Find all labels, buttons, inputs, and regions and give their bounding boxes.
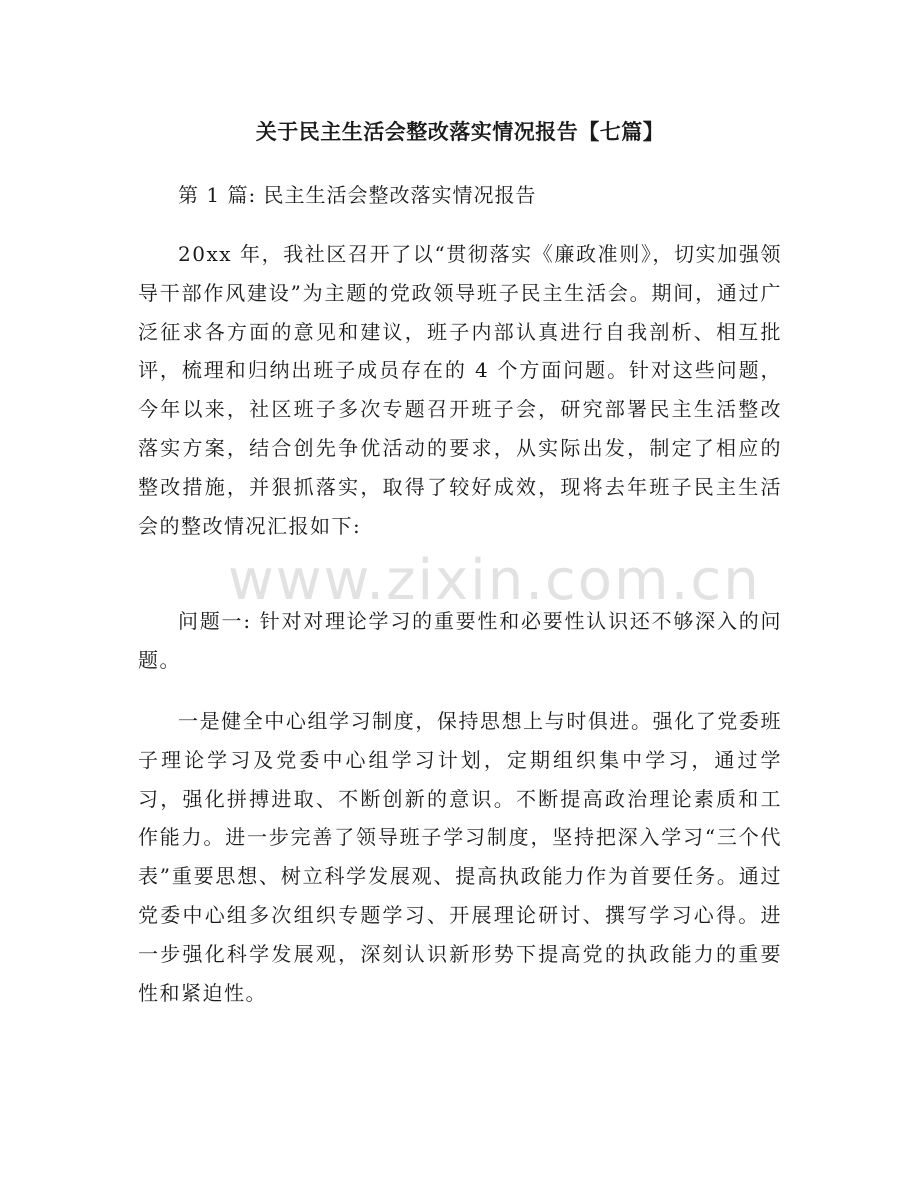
watermark: www.zixin.com.cn: [228, 548, 761, 613]
paragraph-problem-one: 问题一: 针对对理论学习的重要性和必要性认识还不够深入的问题。: [138, 609, 782, 672]
paragraph-measure-one: 一是健全中心组学习制度，保持思想上与时俱进。强化了党委班子理论学习及党委中心组学习计划，定期组织集中学习，通过学习，强化拼搏进取、不断创新的意识。不断提高政治理论素质和工作能力。进一步完善了领导班子学习制度，坚持把深入学习“三个代表”重要思想、树立科学发展观、提高执政能力作为首要任务。通过党委中心组多次组织专题学习、开展理论研讨、撰写学习心得。进一步强化科学发展观，深刻认识新形势下提高党的执政能力的重要性和紧迫性。: [138, 709, 782, 1005]
section-heading: 第 1 篇: 民主生活会整改落实情况报告: [178, 183, 537, 207]
document-title: 关于民主生活会整改落实情况报告【七篇】: [255, 120, 665, 144]
paragraph-intro: 20xx 年，我社区召开了以“贯彻落实《廉政准则》，切实加强领导干部作风建设”为主题的党政领导班子民主生活会。期间，通过广泛征求各方面的意见和建议，班子内部认真进行自我剖析、相互批评，梳理和归纳出班子成员存在的 4 个方面问题。针对这些问题，今年以来，社区班子多次专题召开班子会，研究部署民主生活整改落实方案，结合创先争优活动的要求，从实际出发，制定了相应的整改措施，并狠抓落实，取得了较好成效，现将去年班子民主生活会的整改情况汇报如下:: [138, 242, 782, 538]
